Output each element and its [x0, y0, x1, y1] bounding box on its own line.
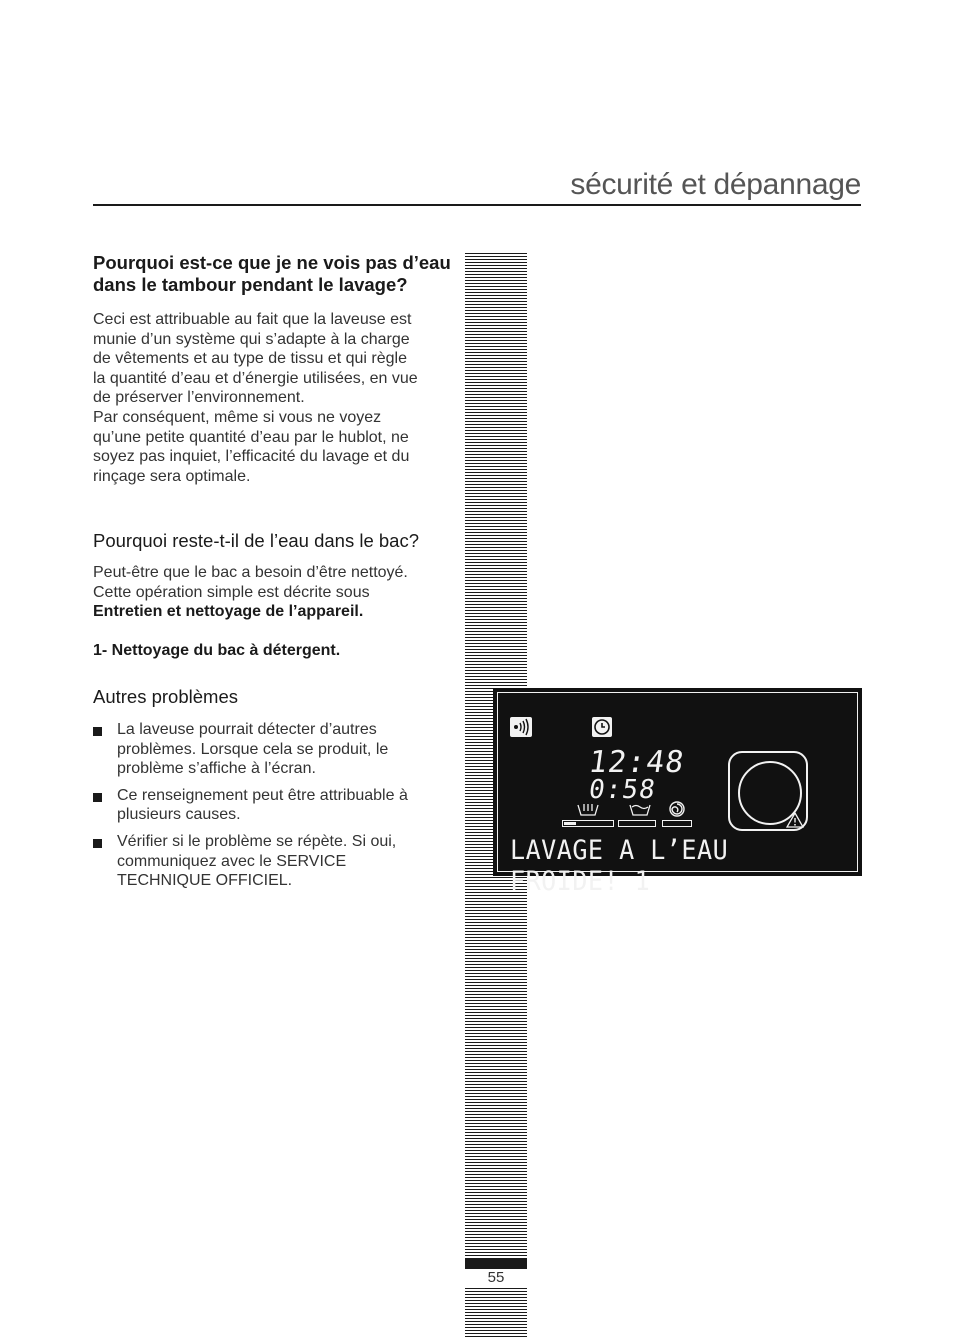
- washer-display-panel: [493, 688, 862, 897]
- progress-bar-rinse: [618, 820, 656, 827]
- section-heading: Autres problèmes: [93, 686, 238, 707]
- remaining-time: 0:58: [586, 775, 658, 805]
- section-body: Ceci est attribuable au fait que la laveuse est munie d’un système qui s’adapte à la charge de vêtements et au type de tissu et qui règle la quantité d’eau et d’énergie utilisées, en vue de préserver l’environnement. Par conséquent, même si vous ne voyez qu’une petite quantité d’eau par le hublot, ne soyez pas inquiet, l’efficacité du lavage et du rinçage sera optimale.: [93, 311, 418, 485]
- page-number-bar: [465, 1258, 527, 1269]
- progress-bar-wash: [562, 820, 614, 827]
- display-frame: [497, 692, 858, 897]
- list-item: La laveuse pourrait détecter d’autres problèmes. Lorsque cela se produit, le problème s’affiche à l’écran.: [93, 720, 455, 779]
- clock-time: 12:48: [586, 745, 687, 780]
- section-water-in-drawer: [93, 530, 463, 660]
- remote-signal-icon: [510, 717, 532, 737]
- progress-fill: [564, 822, 576, 825]
- progress-bar-spin: [662, 820, 692, 827]
- rinse-icon: [628, 801, 652, 817]
- bullet-list: [93, 720, 455, 891]
- section-other-problems: [93, 686, 455, 898]
- section-heading: Pourquoi reste-t-il de l’eau dans le bac?: [93, 530, 419, 551]
- list-item: Ce renseignement peut être attribuable à plusieurs causes.: [93, 786, 455, 825]
- spin-icon: [668, 800, 686, 818]
- clock-icon: [592, 717, 612, 737]
- page-number: 55: [487, 1269, 505, 1286]
- list-item: Vérifier si le problème se répète. Si oui, communiquez avec le SERVICE TECHNIQUE OFFICIEL.: [93, 832, 455, 891]
- title-rule: [93, 204, 861, 206]
- margin-stripe-bottom: [465, 1288, 527, 1339]
- display-message: LAVAGE A L’EAU FROIDE! 1: [510, 835, 729, 897]
- section-water-visibility: [93, 252, 455, 486]
- section-heading: Pourquoi est-ce que je ne vois pas d’eau dans le tambour pendant le lavage?: [93, 252, 451, 295]
- cross-reference: Entretien et nettoyage de l’appareil.: [93, 603, 364, 621]
- wash-icon: [576, 801, 600, 817]
- warning-icon: [786, 812, 804, 828]
- section-body: Peut-être que le bac a besoin d’être nettoyé. Cette opération simple est décrite sous Entretien et nettoyage de l’appareil.: [93, 564, 408, 621]
- procedure-reference: 1- Nettoyage du bac à détergent.: [93, 641, 341, 659]
- door-drum-icon: [728, 751, 808, 831]
- page-title: sécurité et dépannage: [570, 168, 861, 201]
